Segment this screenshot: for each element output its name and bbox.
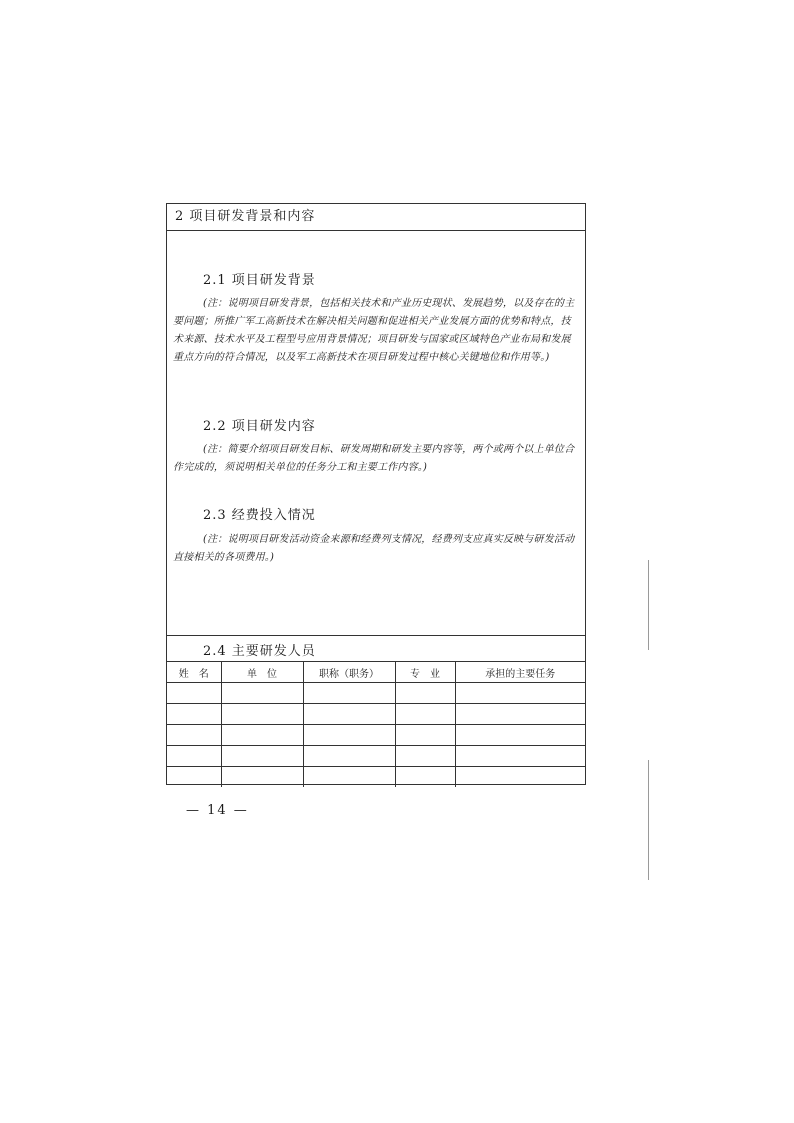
table-cell[interactable]	[395, 767, 455, 788]
section-2-2-title: 2.2 项目研发内容	[203, 419, 316, 434]
section-header: 2 项目研发背景和内容	[167, 204, 585, 231]
table-cell[interactable]	[455, 767, 585, 788]
table-cell[interactable]	[221, 725, 303, 746]
column-header: 承担的主要任务	[455, 662, 585, 683]
table-cell[interactable]	[395, 704, 455, 725]
section-2-1-note: (注：说明项目研发背景，包括相关技术和产业历史现状、发展趋势，以及存在的主要问题；所推广军工高新技术在解决相关问题和促进相关产业发展方面的优势和特点，技术来源、技术水平及工程型号应用背景情况；项目研发与国家或区域特色产业布局和发展重点方向的符合情况，以及军工高新技术在项目研发过程中核心关键地位和作用等。)	[173, 298, 575, 363]
table-cell[interactable]	[395, 683, 455, 704]
table-cell[interactable]	[303, 725, 395, 746]
table-row	[167, 683, 585, 704]
table-cell[interactable]	[455, 746, 585, 767]
section-2-3-note: (注：说明项目研发活动资金来源和经费列支情况，经费列支应真实反映与研发活动直接相关的各项费用。)	[173, 534, 575, 563]
section-2-2-note: (注：简要介绍项目研发目标、研发周期和研发主要内容等，两个或两个以上单位合作完成的，须说明相关单位的任务分工和主要工作内容。)	[173, 444, 575, 473]
column-header: 姓 名	[167, 662, 221, 683]
table-header-row	[167, 662, 585, 683]
column-header: 职称（职务）	[303, 662, 395, 683]
scan-edge-mark	[648, 560, 649, 650]
table-cell[interactable]	[167, 746, 221, 767]
table-cell[interactable]	[455, 683, 585, 704]
section-2-4-title: 2.4 主要研发人员	[203, 644, 316, 659]
table-cell[interactable]	[167, 725, 221, 746]
table-cell[interactable]	[221, 746, 303, 767]
table-cell[interactable]	[221, 767, 303, 788]
table-row	[167, 725, 585, 746]
scan-edge-mark	[648, 760, 649, 880]
table-cell[interactable]	[455, 725, 585, 746]
form-frame	[166, 203, 586, 785]
section-2-1-title: 2.1 项目研发背景	[203, 273, 316, 288]
table-cell[interactable]	[303, 767, 395, 788]
staff-table	[167, 661, 585, 787]
section-2-3-title: 2.3 经费投入情况	[203, 508, 316, 523]
content-area	[167, 231, 585, 635]
table-cell[interactable]	[303, 746, 395, 767]
column-header: 专 业	[395, 662, 455, 683]
table-cell[interactable]	[303, 704, 395, 725]
table-row	[167, 704, 585, 725]
table-cell[interactable]	[221, 683, 303, 704]
table-cell[interactable]	[167, 683, 221, 704]
column-header: 单 位	[221, 662, 303, 683]
table-cell[interactable]	[303, 683, 395, 704]
table-cell[interactable]	[395, 746, 455, 767]
table-cell[interactable]	[167, 704, 221, 725]
table-cell[interactable]	[167, 767, 221, 788]
table-cell[interactable]	[221, 704, 303, 725]
staff-section	[167, 635, 585, 785]
page-number: — 14 —	[186, 803, 249, 818]
table-row	[167, 746, 585, 767]
table-cell[interactable]	[395, 725, 455, 746]
table-cell[interactable]	[455, 704, 585, 725]
table-row	[167, 767, 585, 788]
